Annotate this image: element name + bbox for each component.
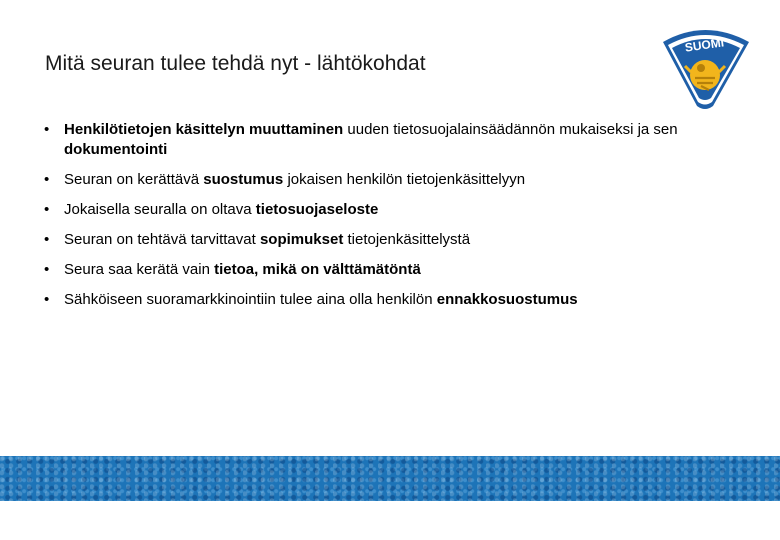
bullet-text: Seuran on tehtävä tarvittavat xyxy=(64,231,260,248)
bullet-item xyxy=(44,170,704,190)
bullet-text: Jokaisella seuralla on oltava xyxy=(64,201,256,218)
bullet-item xyxy=(44,290,704,310)
bullet-marker: • xyxy=(44,291,50,308)
bullet-item xyxy=(44,120,704,160)
bullet-text: Seura saa kerätä vain xyxy=(64,261,215,278)
bullet-bold-text: sopimukset xyxy=(259,231,344,248)
slide-title: Mitä seuran tulee tehdä nyt - lähtökohdat xyxy=(45,52,426,75)
footer-texture-band xyxy=(0,456,780,501)
bullet-bold-text: ennakkosuostumus xyxy=(436,291,578,308)
bullet-item xyxy=(44,230,704,250)
bullet-bold-text: tietosuojaseloste xyxy=(255,201,379,218)
bullet-bold-text: dokumentointi xyxy=(64,141,168,158)
bullet-item xyxy=(44,260,704,280)
bullet-marker: • xyxy=(44,201,50,218)
bullet-text: jokaisen henkilön tietojenkäsittelyyn xyxy=(283,171,526,188)
suomi-lion-logo xyxy=(655,20,755,110)
bullet-bold-text: suostumus xyxy=(203,171,284,188)
bullet-text: tietojenkäsittelystä xyxy=(343,231,471,248)
bullet-text: Seuran on kerättävä xyxy=(64,171,204,188)
bullet-text: uuden tietosuojalainsäädännön mukaiseksi ja sen xyxy=(343,121,678,138)
bullet-marker: • xyxy=(44,231,50,248)
bullet-marker: • xyxy=(44,171,50,188)
bullet-list xyxy=(44,120,704,320)
logo-wordmark: SUOMI xyxy=(683,35,725,55)
bullet-bold-text: Henkilötietojen käsittelyn muuttaminen xyxy=(64,121,344,138)
bullet-bold-text: tietoa, mikä on välttämätöntä xyxy=(214,261,421,278)
bullet-text: Sähköiseen suoramarkkinointiin tulee aina olla henkilön xyxy=(64,291,437,308)
bullet-item xyxy=(44,200,704,220)
bullet-marker: • xyxy=(44,261,50,278)
bullet-marker: • xyxy=(44,121,50,138)
